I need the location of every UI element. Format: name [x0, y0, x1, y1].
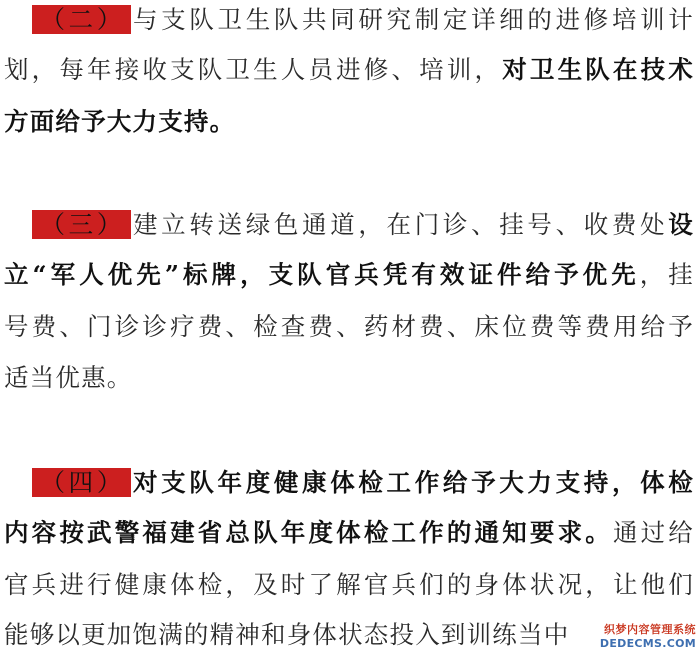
site-watermark [586, 624, 698, 654]
paragraph-text: 建立转送绿色通道，在门诊、挂号、收费处 [133, 210, 669, 239]
paragraph-3-line-2 [4, 255, 694, 295]
section-tag-4: （四） [32, 468, 131, 497]
paragraph-2-line-2 [4, 50, 694, 90]
section-tag-3: （三） [32, 210, 131, 239]
paragraph-text: 适当优惠。 [4, 363, 133, 392]
paragraph-2-line-3 [4, 102, 235, 142]
bold-text: 立“军人优先”标牌，支队官兵凭有效证件给予优先 [4, 260, 640, 289]
paragraph-4-line-2 [4, 513, 694, 553]
bold-text: 设 [668, 210, 694, 239]
bold-text: 方面给予大力支持。 [4, 107, 236, 136]
paragraph-text: 划，每年接收支队卫生人员进修、培训， [4, 55, 503, 84]
paragraph-3-line-4 [4, 358, 133, 398]
watermark-text-cn: 织梦内容管理系统 [604, 623, 696, 636]
paragraph-3-line-3 [4, 307, 694, 347]
paragraph-text: 号费、门诊诊疗费、检查费、药材费、床位费等费用给予 [4, 312, 694, 341]
paragraph-2-line-1 [4, 0, 694, 40]
paragraph-4-line-4 [4, 615, 569, 655]
bold-text: 对卫生队在技术 [502, 55, 694, 84]
paragraph-text: 官兵进行健康体检，及时了解官兵们的身体状况，让他们 [4, 570, 694, 599]
bold-text: 内容按武警福建省总队年度体检工作的通知要求。 [4, 518, 613, 547]
paragraph-4-line-1 [4, 463, 694, 503]
paragraph-text: 通过给 [612, 518, 694, 547]
bold-text: 对支队年度健康体检工作给予大力支持，体检 [133, 468, 694, 497]
paragraph-text: ，挂 [639, 260, 694, 289]
watermark-text-en: DEDECMS.COM [599, 637, 696, 650]
paragraph-text: 与支队卫生队共同研究制定详细的进修培训计 [133, 5, 694, 34]
paragraph-3-line-1 [4, 205, 694, 245]
section-tag-2: （二） [32, 5, 131, 34]
paragraph-text: 能够以更加饱满的精神和身体状态投入到训练当中 [4, 620, 570, 649]
paragraph-4-line-3 [4, 565, 694, 605]
